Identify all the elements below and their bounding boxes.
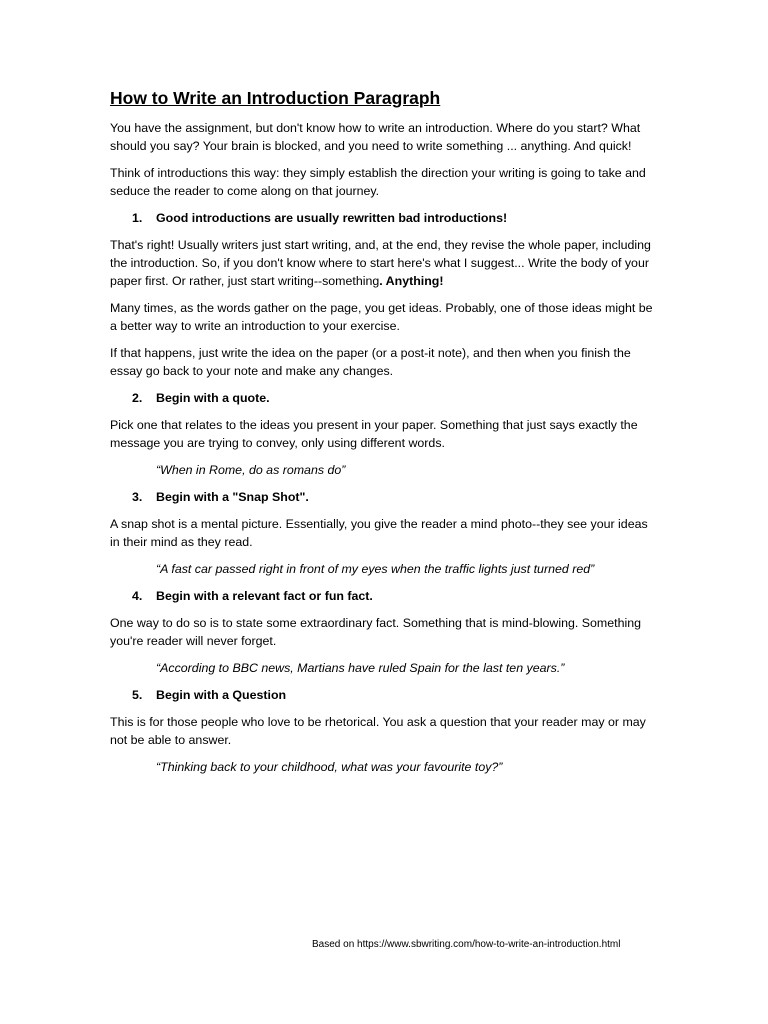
intro-paragraph-1: You have the assignment, but don't know how to write an introduction. Where do you start? What should you say? Your brain is blocked, and you need to write something ... anything. And quick! <box>110 121 641 153</box>
section-1-heading <box>110 209 658 227</box>
section-5-heading <box>110 686 658 704</box>
section-3-example: “A fast car passed right in front of my eyes when the traffic lights just turned red” <box>156 562 595 576</box>
section-3-heading <box>110 488 658 506</box>
section-3-number: 3. <box>132 490 143 504</box>
section-3-body: A snap shot is a mental picture. Essentially, you give the reader a mind photo--they see your ideas in their mind as they read. <box>110 517 648 549</box>
section-2-title: Begin with a quote. <box>156 391 270 405</box>
section-4-body: One way to do so is to state some extraordinary fact. Something that is mind-blowing. Something you're reader will never forget. <box>110 616 641 648</box>
section-4-heading <box>110 587 658 605</box>
section-2-heading <box>110 389 658 407</box>
section-1-paragraph-1-emphasis: . Anything! <box>379 274 444 288</box>
section-1-paragraph-3: If that happens, just write the idea on the paper (or a post-it note), and then when you finish the essay go back to your note and make any changes. <box>110 346 631 378</box>
section-5-example: “Thinking back to your childhood, what was your favourite toy?” <box>156 760 503 774</box>
section-5-body: This is for those people who love to be rhetorical. You ask a question that your reader may or may not be able to answer. <box>110 715 646 747</box>
document-title: How to Write an Introduction Paragraph <box>110 88 441 108</box>
section-1-paragraph-2: Many times, as the words gather on the page, you get ideas. Probably, one of those ideas might be a better way to write an introduction to your exercise. <box>110 301 653 333</box>
section-1-paragraph-1-text: That's right! Usually writers just start writing, and, at the end, they revise the whole paper, including the introduction. So, if you don't know where to start here's what I suggest... Write the body of your paper first. Or rather, just start writing--something <box>110 238 651 288</box>
section-4-example: “According to BBC news, Martians have ruled Spain for the last ten years.” <box>156 661 565 675</box>
section-1-paragraph-1 <box>110 236 658 290</box>
section-1-title: Good introductions are usually rewritten bad introductions! <box>156 211 508 225</box>
document-page <box>110 86 658 785</box>
section-2-body: Pick one that relates to the ideas you present in your paper. Something that just says exactly the message you are trying to convey, only using different words. <box>110 418 638 450</box>
section-5-number: 5. <box>132 688 143 702</box>
section-2-number: 2. <box>132 391 143 405</box>
intro-paragraph-2: Think of introductions this way: they simply establish the direction your writing is going to take and seduce the reader to come along on that journey. <box>110 166 646 198</box>
source-footer: Based on https://www.sbwriting.com/how-to-write-an-introduction.html <box>312 939 621 950</box>
section-3-title: Begin with a "Snap Shot". <box>156 490 309 504</box>
section-1-number: 1. <box>132 211 143 225</box>
section-4-title: Begin with a relevant fact or fun fact. <box>156 589 373 603</box>
section-2-example: “When in Rome, do as romans do” <box>156 463 346 477</box>
section-4-number: 4. <box>132 589 143 603</box>
section-5-title: Begin with a Question <box>156 688 287 702</box>
